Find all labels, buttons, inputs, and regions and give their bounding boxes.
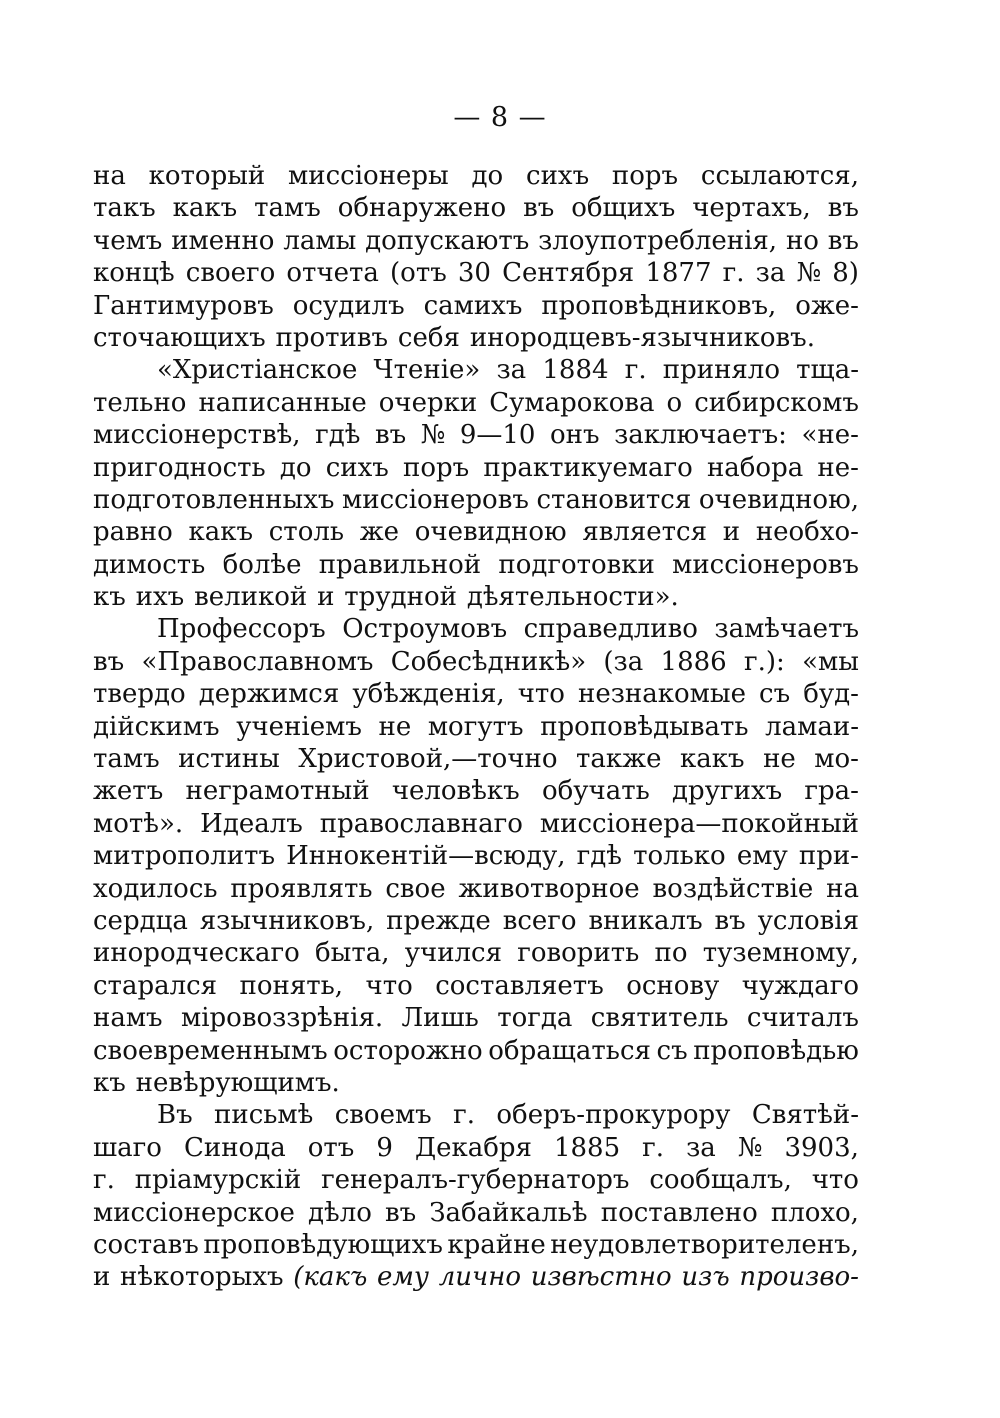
text-line: къ невѣрующимъ. <box>93 1067 340 1098</box>
text-line: Гантимуровъ осудилъ самихъ проповѣдниковъ, оже- <box>93 290 859 321</box>
text-line: димость болѣе правильной подготовки миссіонеровъ <box>93 549 859 580</box>
text-line: Профессоръ Остроумовъ справедливо замѣчаетъ <box>157 614 859 645</box>
text-line: шаго Синода отъ 9 Декабря 1885 г. за № 3903, <box>93 1132 859 1163</box>
text-line: мотѣ». Идеалъ православнаго миссіонера—покойный <box>93 808 859 839</box>
text-line: митрополитъ Иннокентій—всюду, гдѣ только ему при- <box>93 841 859 872</box>
text-line: дійскимъ ученіемъ не могутъ проповѣдывать ламаи- <box>93 711 859 742</box>
text-line: въ «Православномъ Собесѣдникѣ» (за 1886 г.): «мы <box>93 646 859 677</box>
text-line: своевременнымъ осторожно обращаться съ проповѣдью <box>93 1035 859 1066</box>
text-line: сердца язычниковъ, прежде всего вникалъ въ условія <box>93 905 859 936</box>
text-line: старался понять, что составляетъ основу чуждаго <box>93 970 859 1001</box>
text-line: и нѣкоторыхъ (какъ ему лично извѣстно изъ произво- <box>93 1262 859 1293</box>
text-line: твердо держимся убѣжденія, что незнакомые съ буд- <box>93 679 859 710</box>
text-line: г. пріамурскій генералъ-губернаторъ сообщалъ, что <box>93 1165 859 1196</box>
text-line: чемъ именно ламы допускаютъ злоупотребленія, но въ <box>93 225 859 256</box>
body-text <box>93 160 859 1294</box>
text-line: концѣ своего отчета (отъ 30 Сентября 1877 г. за № 8) <box>93 258 859 289</box>
text-line: миссіонерствѣ, гдѣ въ № 9—10 онъ заключаетъ: «не- <box>93 420 859 451</box>
text-line: на который миссіонеры до сихъ поръ ссылаются, <box>93 161 859 191</box>
text-line: тельно написанные очерки Сумарокова о сибирскомъ <box>93 387 859 418</box>
text-line: жетъ неграмотный человѣкъ обучать другихъ гра- <box>93 776 859 807</box>
text-line: ходилось проявлять свое животворное воздѣйствіе на <box>93 873 859 904</box>
text-line: подготовленныхъ миссіонеровъ становится очевидною, <box>93 484 859 515</box>
page-number: — 8 — <box>453 102 547 133</box>
text-line: миссіонерское дѣло въ Забайкальѣ поставлено плохо, <box>93 1197 859 1228</box>
text-line: Въ письмѣ своемъ г. оберъ-прокурору Святѣй- <box>157 1100 859 1131</box>
text-line: къ ихъ великой и трудной дѣятельности». <box>93 582 679 613</box>
text-line: пригодность до сихъ поръ практикуемаго набора не- <box>93 452 859 483</box>
text-line: сточающихъ противъ себя инородцевъ-язычниковъ. <box>93 322 815 353</box>
text-line: равно какъ столь же очевидною является и необхо- <box>93 517 859 548</box>
text-line: составъ проповѣдующихъ крайне неудовлетворителенъ, <box>93 1229 859 1260</box>
text-line: инородческаго быта, учился говорить по туземному, <box>93 938 859 969</box>
text-line: тамъ истины Христовой,—точно также какъ не мо- <box>93 744 859 775</box>
text-line: такъ какъ тамъ обнаружено въ общихъ чертахъ, въ <box>93 193 859 224</box>
text-line: «Христіанское Чтеніе» за 1884 г. приняло тща- <box>157 355 859 386</box>
text-line: намъ міровоззрѣнія. Лишь тогда святитель считалъ <box>93 1003 859 1034</box>
